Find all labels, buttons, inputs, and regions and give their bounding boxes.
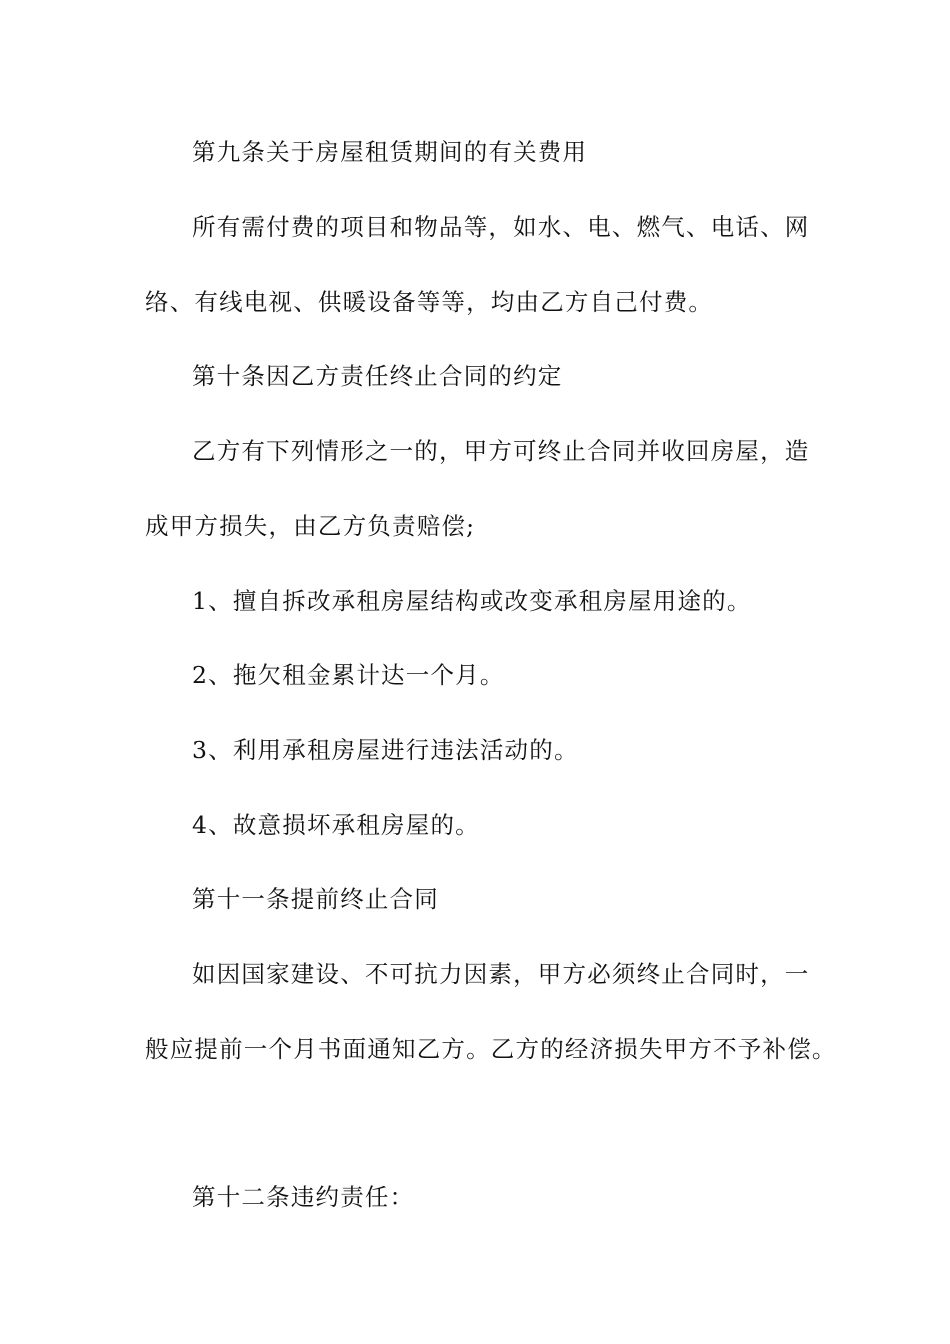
article-11-paragraph-line-1: 如因国家建设、不可抗力因素，甲方必须终止合同时，一	[192, 960, 810, 988]
article-10-heading: 第十条因乙方责任终止合同的约定	[192, 362, 563, 390]
article-9-paragraph-line-1: 所有需付费的项目和物品等，如水、电、燃气、电话、网	[192, 213, 810, 241]
list-item-1: 1、擅自拆改承租房屋结构或改变承租房屋用途的。	[192, 587, 752, 615]
article-11-heading: 第十一条提前终止合同	[192, 885, 439, 913]
article-11-paragraph-line-2: 般应提前一个月书面通知乙方。乙方的经济损失甲方不予补偿。	[145, 1035, 837, 1063]
article-12-heading: 第十二条违约责任：	[192, 1183, 415, 1211]
list-item-4: 4、故意损坏承租房屋的。	[192, 811, 480, 839]
list-item-3: 3、利用承租房屋进行违法活动的。	[192, 736, 579, 764]
list-item-2: 2、拖欠租金累计达一个月。	[192, 661, 505, 689]
article-10-paragraph-line-1: 乙方有下列情形之一的，甲方可终止合同并收回房屋，造	[192, 437, 810, 465]
article-9-heading: 第九条关于房屋租赁期间的有关费用	[192, 138, 588, 166]
article-10-paragraph-line-2: 成甲方损失，由乙方负责赔偿;	[145, 512, 476, 540]
article-9-paragraph-line-2: 络、有线电视、供暖设备等等，均由乙方自己付费。	[145, 288, 714, 316]
